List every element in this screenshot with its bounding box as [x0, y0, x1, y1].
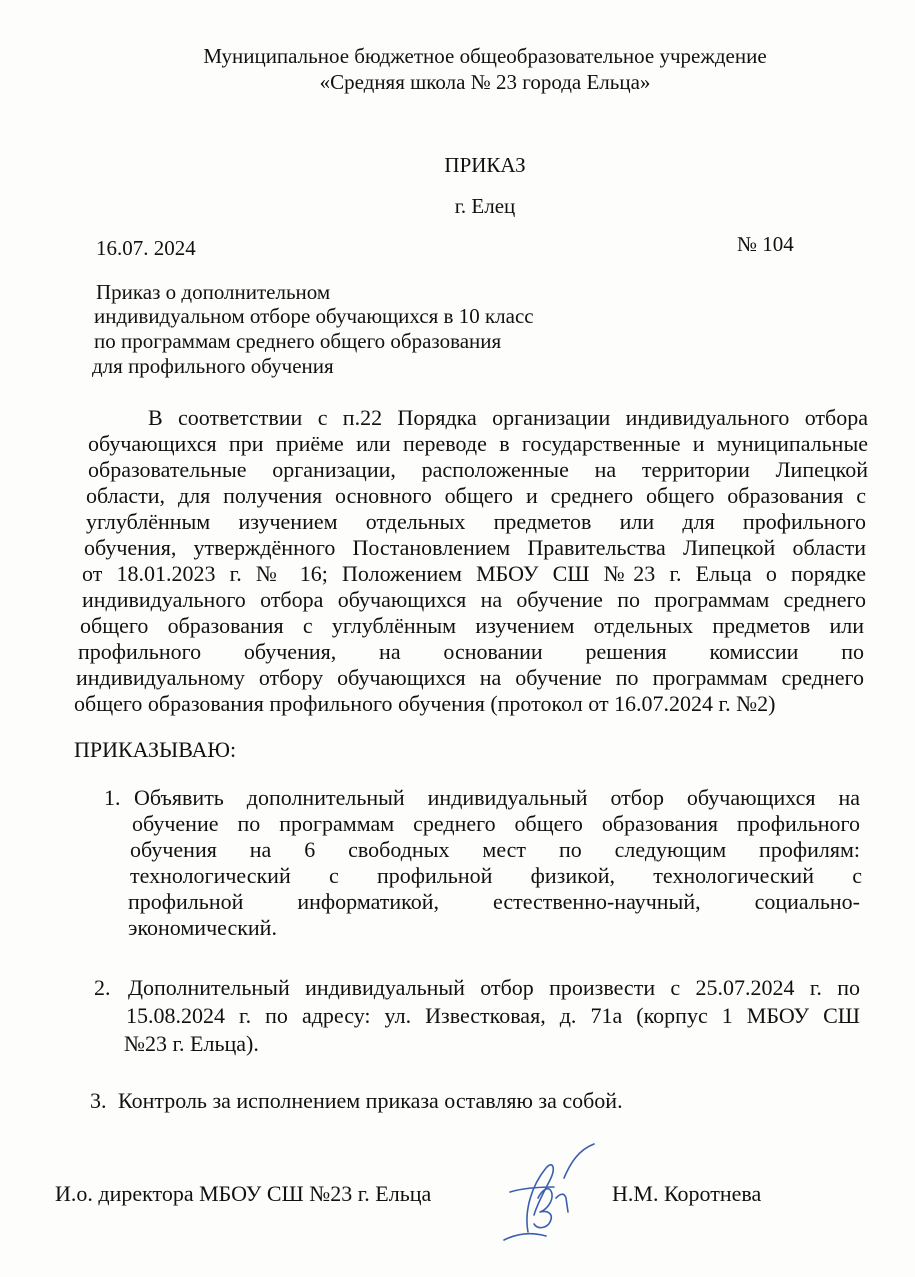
subject-line: для профильного обучения: [92, 354, 334, 378]
order-date: 16.07. 2024: [96, 236, 196, 260]
subject-line: по программам среднего общего образования: [94, 329, 502, 353]
document-title: ПРИКАЗ: [444, 153, 526, 177]
signatory-position: И.о. директора МБОУ СШ №23 г. Ельца: [55, 1181, 432, 1206]
item-number: 2.: [94, 975, 111, 1000]
item-line: технологический с профильной физикой, технологический с: [130, 863, 862, 888]
item-line: 15.08.2024 г. по адресу: ул. Известковая, д. 71а (корпус 1 МБОУ СШ: [126, 1003, 860, 1028]
item-line: Объявить дополнительный индивидуальный отбор обучающихся на: [134, 785, 860, 810]
preamble-line: обучения, утверждённого Постановлением Правительства Липецкой области: [84, 535, 866, 560]
item-line: Дополнительный индивидуальный отбор произвести с 25.07.2024 г. по: [128, 975, 860, 1000]
item-line: обучения на 6 свободных мест по следующим профилям:: [130, 837, 860, 862]
item-line: профильной информатикой, естественно-научный, социально-: [128, 889, 860, 914]
item-number: 3.: [90, 1088, 107, 1113]
preamble-line: В соответствии с п.22 Порядка организации индивидуального отбора: [148, 405, 868, 430]
subject-line: Приказ о дополнительном: [96, 280, 331, 304]
city: г. Елец: [454, 194, 516, 218]
order-number: № 104: [737, 232, 794, 256]
preamble-line: индивидуального отбора обучающихся на обучение по программам среднего: [82, 587, 866, 612]
school-name-line2: «Средняя школа № 23 города Ельца»: [319, 70, 651, 94]
school-name-line1: Муниципальное бюджетное общеобразовательное учреждение: [203, 44, 767, 68]
preamble-line: области, для получения основного общего и среднего общего образования с: [86, 483, 866, 508]
item-line: обучение по программам среднего общего образования профильного: [132, 811, 860, 836]
preamble-line: общего образования профильного обучения (протокол от 16.07.2024 г. №2): [74, 691, 776, 716]
preamble-line: индивидуальному отбору обучающихся на обучение по программам среднего: [76, 665, 864, 690]
item-line: Контроль за исполнением приказа оставляю за собой.: [118, 1088, 623, 1113]
preamble-line: обучающихся при приёме или переводе в государственные и муниципальные: [88, 431, 868, 456]
preamble-line: углублённым изучением отдельных предметов или для профильного: [86, 509, 866, 534]
preamble-line: профильного обучения, на основании решения комиссии по: [78, 639, 864, 664]
preamble-line: от 18.01.2023 г. № 16; Положением МБОУ СШ №23 г. Ельца о порядке: [82, 561, 866, 586]
handwritten-signature: [498, 1140, 598, 1245]
item-line: №23 г. Ельца).: [124, 1031, 259, 1056]
item-line: экономический.: [128, 915, 277, 940]
subject-line: индивидуальном отборе обучающихся в 10 класс: [94, 304, 534, 328]
signatory-name: Н.М. Коротнева: [612, 1181, 762, 1206]
preamble-line: образовательные организации, расположенные на территории Липецкой: [88, 457, 868, 482]
item-number: 1.: [104, 785, 121, 810]
order-word: ПРИКАЗЫВАЮ:: [74, 737, 237, 762]
preamble-line: общего образования с углублённым изучением отдельных предметов или: [80, 613, 864, 638]
